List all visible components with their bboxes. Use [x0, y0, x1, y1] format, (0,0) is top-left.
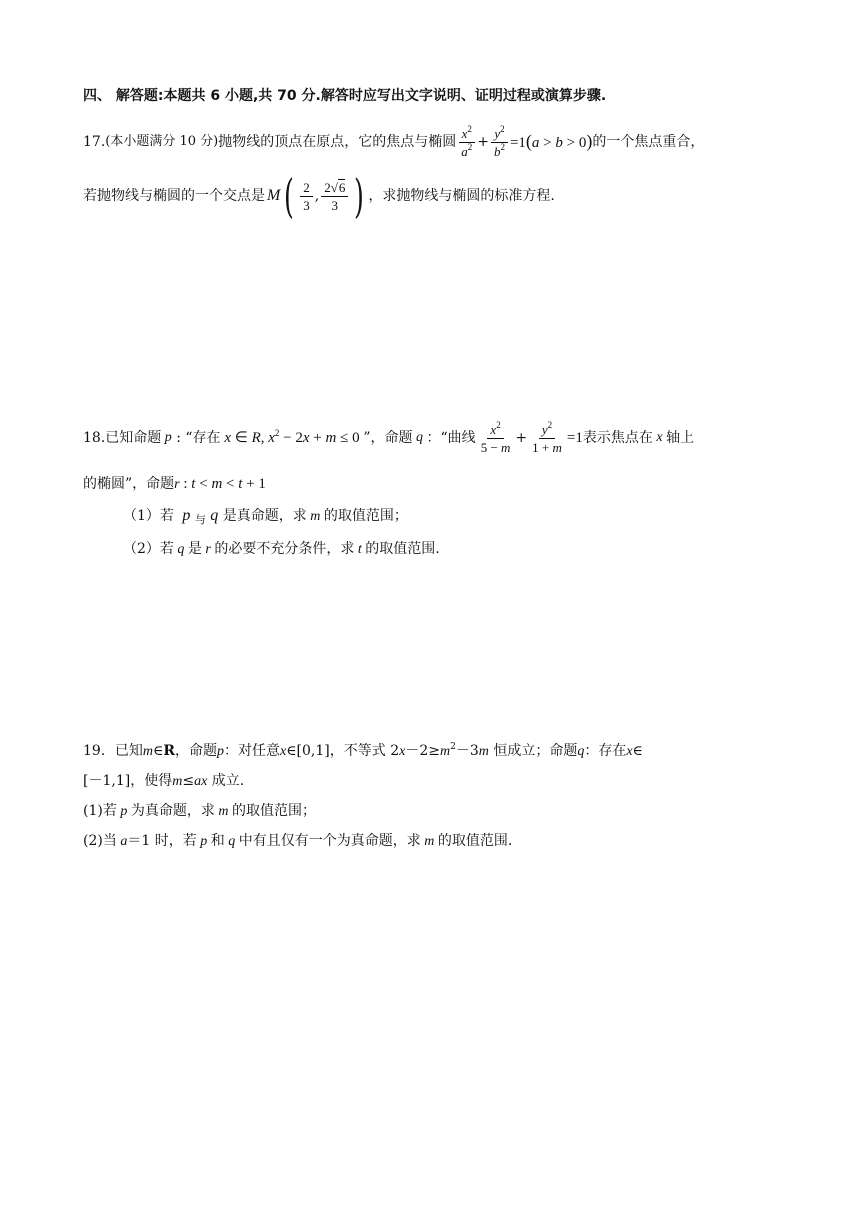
q18-number: 18. — [83, 430, 106, 446]
q19-part2-d: 中有且仅有一个为真命题，求 — [238, 833, 421, 849]
q17-points: (本小题满分 10 分) — [105, 134, 219, 149]
question-18-line2: 的椭圆”，命题r : t < m < t + 1 — [83, 476, 266, 492]
q18-end-quote: ”，命题 — [363, 430, 413, 446]
question-18-part1: （1）若 p $_与$ q 是真命题，求 m 的取值范围； — [123, 507, 408, 526]
question-19-part2: (2)当 a＝1 时，若 p 和 q 中有且仅有一个为真命题，求 m 的取值范围. — [83, 833, 513, 849]
q19-text-e: －2≥ — [405, 743, 440, 759]
q18-frac-y: $\frac{y^2}{1 + m}$ — [532, 419, 562, 455]
q19-text-a: 19．已知 — [83, 743, 143, 759]
q19-part1-c: 的取值范围； — [231, 803, 316, 819]
q18-part1-c: 的取值范围； — [323, 508, 408, 524]
q18-part2-a: （2）若 — [123, 541, 174, 557]
q19-part1-b: 为真命题，求 — [130, 803, 215, 819]
q17-text-d: ，求抛物线与椭圆的标准方程. — [368, 188, 555, 204]
q19-text-line2a: [－1,1]，使得 — [83, 773, 173, 789]
q18-part1-a: （1）若 — [123, 508, 174, 524]
q19-text-d: ，不等式 2 — [329, 743, 400, 759]
q19-part2-c: 和 — [210, 833, 225, 849]
q19-text-f: －3 — [455, 743, 479, 759]
q18-part2-c: 的必要不充分条件，求 — [214, 541, 355, 557]
q19-text-c: ：对任意 — [223, 743, 280, 759]
q18-axis: 轴上 — [666, 430, 695, 446]
question-18-line1: 18. 已知命题 p : “存在 x ∈ R, $x^2 - 2x + m \le 0$ ”，命题 q ： “曲线 $\frac{x^2}{5 - m}$ + $\frac{y^2}{1 + m}$ =1 表示焦点在 x 轴上 — [83, 419, 695, 455]
q18-intro: 已知命题 — [105, 430, 162, 446]
q18-part2-b: 是 — [187, 541, 202, 557]
q17-ellipse-frac-x: $\frac{x^2}{a^2}$ — [458, 125, 475, 160]
section-heading: 四、 解答题:本题共 6 小题,共 70 分.解答时应写出文字说明、证明过程或演算步骤. — [83, 88, 607, 104]
q19-text-b: ，命题 — [174, 743, 217, 759]
q19-part2-e: 的取值范围. — [437, 833, 513, 849]
q17-number: 17. — [83, 134, 106, 150]
q18-curve: “曲线 — [440, 430, 476, 446]
q18-part1-yu: 与 — [194, 513, 206, 526]
question-18-part2: （2）若 q 是 r 的必要不充分条件，求 t 的取值范围. — [123, 541, 440, 557]
q18-ellipse-desc: 表示焦点在 — [582, 430, 653, 446]
q19-part2-a: (2)当 — [83, 833, 117, 849]
q18-part2-d: 的取值范围. — [365, 541, 440, 557]
q17-text-a: 抛物线的顶点在原点，它的焦点与椭圆 — [218, 134, 457, 150]
q19-text-g: 恒成立；命题 — [493, 743, 578, 759]
q19-text-h: ：存在 — [584, 743, 627, 759]
question-19-line1: 19．已知m∈R，命题p：对任意x∈[0,1]，不等式 $2x-2\ge m^2-3m$ 恒成立；命题q：存在x∈ — [83, 742, 643, 759]
q17-point-x: $\frac{2}{3}$ — [300, 179, 313, 214]
question-17-line2: 若抛物线与椭圆的一个交点是 M ( $\frac{2}{3}$ , $\frac{2√6}{3}$ ) ，求抛物线与椭圆的标准方程. — [83, 169, 555, 223]
q17-text-c: 若抛物线与椭圆的一个交点是 — [83, 188, 265, 204]
q19-part2-b: ＝1 时，若 — [127, 833, 197, 849]
question-19-part1: (1)若 p 为真命题，求 m 的取值范围； — [83, 803, 316, 819]
q17-text-b: 的一个焦点重合， — [592, 134, 705, 150]
q18-cont: 的椭圆”，命题 — [83, 476, 175, 492]
question-19-line2: [－1,1]，使得m≤ax 成立. — [83, 773, 245, 789]
q18-quote-p: “存在 — [185, 430, 221, 446]
q19-text-line2b: 成立. — [211, 773, 245, 789]
q17-point-y: $\frac{2√6}{3}$ — [321, 179, 348, 214]
q17-ellipse-frac-y: $\frac{y^2}{b^2}$ — [491, 125, 508, 160]
q18-part1-b: 是真命题，求 — [222, 508, 307, 524]
q18-frac-x: $\frac{x^2}{5 - m}$ — [480, 419, 511, 455]
question-17-line1: 17. (本小题满分 10 分) 抛物线的顶点在原点，它的焦点与椭圆 $\frac{x^2}{a^2}$ + $\frac{y^2}{b^2}$ =1(a > b > 0) 的一个焦点重合， — [83, 123, 705, 159]
q19-part1-a: (1)若 — [83, 803, 117, 819]
